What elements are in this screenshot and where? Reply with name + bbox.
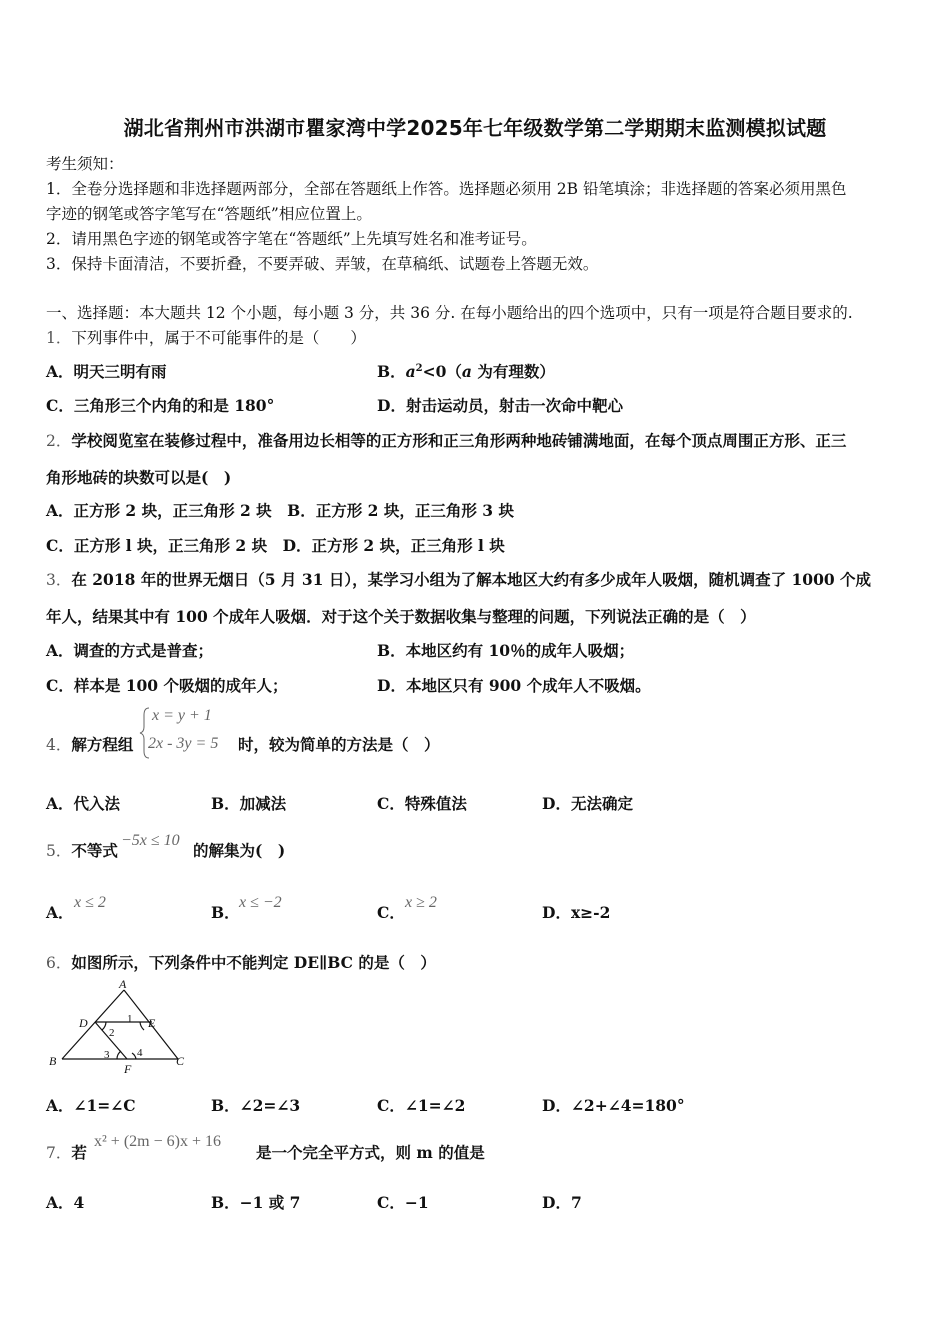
q5-option-d: D．x≥-2 (542, 903, 611, 922)
q4-option-c: C．特殊值法 (377, 794, 467, 813)
notice-item-1-line-2: 字迹的钢笔或答字笔写在“答题纸”相应位置上。 (46, 205, 372, 223)
angle-2-arc (102, 1022, 106, 1030)
q3-option-b: B．本地区约有 10％的成年人吸烟； (377, 641, 635, 660)
q5-option-a: A． (46, 903, 74, 922)
question-4-tail: 时，较为简单的方法是（ ） (238, 735, 440, 754)
label-a: A (119, 978, 127, 991)
question-1 (46, 326, 366, 348)
q6-option-b: B．∠2=∠3 (211, 1096, 301, 1115)
q1-option-b (377, 360, 555, 382)
question-5-tail: 的解集为( ) (193, 841, 286, 860)
q2-options-cd: C．正方形 l 块，正三角形 2 块 D．正方形 2 块，正三角形 l 块 (46, 536, 505, 555)
option-text: 为有理数） (471, 362, 555, 381)
q2-options-ab: A．正方形 2 块，正三角形 2 块 B．正方形 2 块，正三角形 3 块 (46, 501, 514, 520)
question-2-line-1 (46, 429, 846, 451)
label-angle-4: 4 (137, 1047, 143, 1059)
q5-option-c: C． (377, 903, 405, 922)
q4-option-b: B．加减法 (211, 794, 287, 813)
exponent: 2 (415, 362, 423, 374)
q5-option-c-math: x ≥ 2 (405, 894, 437, 911)
question-number: 1． (46, 329, 72, 347)
q3-option-c: C．样本是 100 个吸烟的成年人； (46, 676, 288, 695)
side-ab (62, 990, 124, 1059)
question-2-line-2: 角形地砖的块数可以是( ) (46, 468, 232, 487)
label-angle-2: 2 (109, 1027, 115, 1039)
inequality: −5x ≤ 10 (121, 832, 180, 849)
label-angle-1: 1 (127, 1013, 133, 1025)
q6-option-a: A．∠1=∠C (46, 1096, 136, 1115)
question-number: 4． (46, 736, 72, 754)
angle-1-arc (140, 1022, 144, 1030)
q1-option-c: C．三角形三个内角的和是 180° (46, 396, 275, 415)
q7-option-c: C．−1 (377, 1193, 429, 1212)
label-b: B (49, 1054, 57, 1068)
angle-4-arc (132, 1053, 136, 1059)
question-number: 3． (46, 571, 72, 589)
variable-a: a (461, 362, 472, 381)
question-7-tail: 是一个完全平方式，则 m 的值是 (256, 1143, 485, 1162)
label-c: C (176, 1054, 185, 1068)
label-d: D (79, 1016, 88, 1030)
question-4 (46, 733, 133, 755)
question-6 (46, 951, 436, 973)
q1-option-d: D．射击运动员，射击一次命中靶心 (377, 396, 623, 415)
question-stem: 下列事件中，属于不可能事件的是（ ） (71, 329, 366, 347)
label-angle-3: 3 (104, 1049, 110, 1061)
question-number: 2． (46, 432, 72, 450)
notice-heading: 考生须知： (46, 155, 124, 173)
angle-3-arc (117, 1051, 121, 1059)
question-3-line-1 (46, 568, 871, 590)
question-number: 5． (46, 842, 72, 860)
question-stem: 如图所示，下列条件中不能判定 DE∥BC 的是（ ） (71, 953, 436, 972)
q7-option-b: B．−1 或 7 (211, 1193, 301, 1212)
question-stem: 学校阅览室在装修过程中，准备用边长相等的正方形和正三角形两种地砖铺满地面，在每个顶点周围正方形、正三 (71, 431, 847, 450)
q7-option-d: D．7 (542, 1193, 582, 1212)
question-5 (46, 839, 118, 861)
q5-option-a-math: x ≤ 2 (74, 894, 106, 911)
q4-option-d: D．无法确定 (542, 794, 633, 813)
label-e: E (148, 1016, 156, 1030)
question-number: 7． (46, 1144, 72, 1162)
q6-option-d: D．∠2+∠4=180° (542, 1096, 685, 1115)
q3-option-a: A．调查的方式是普查； (46, 641, 214, 660)
label-f: F (124, 1062, 132, 1076)
question-number: 6． (46, 954, 72, 972)
notice-item-1-line-1: 1．全卷分选择题和非选择题两部分，全部在答题纸上作答。选择题必须用 2B 铅笔填涂；非选择题的答案必须用黑色 (46, 180, 847, 198)
q3-option-d: D．本地区只有 900 个成年人不吸烟。 (377, 676, 651, 695)
option-label: B． (377, 362, 406, 381)
equation-2: 2x - 3y = 5 (148, 735, 219, 752)
geometry-figure (44, 978, 194, 1078)
equation-system (138, 705, 238, 761)
equation-1: x = y + 1 (152, 707, 212, 724)
notice-item-3: 3．保持卡面清洁，不要折叠，不要弄破、弄皱，在草稿纸、试题卷上答题无效。 (46, 255, 599, 273)
q7-option-a: A．4 (46, 1193, 85, 1212)
question-stem: 在 2018 年的世界无烟日（5 月 31 日），某学习小组为了解本地区大约有多少成年人吸烟，随机调查了 1000 个成 (71, 570, 872, 589)
q1-option-a: A．明天三明有雨 (46, 362, 167, 381)
q6-option-c: C．∠1=∠2 (377, 1096, 466, 1115)
question-stem: 若 (71, 1143, 87, 1162)
question-3-line-2: 年人，结果其中有 100 个成年人吸烟．对于这个关于数据收集与整理的问题，下列说法正确的是（ ） (46, 607, 756, 626)
q5-option-b: B． (211, 903, 240, 922)
option-text: <0（ (422, 362, 462, 381)
q5-option-b-math: x ≤ −2 (239, 894, 282, 911)
q4-option-a: A．代入法 (46, 794, 121, 813)
notice-item-2: 2．请用黑色字迹的钢笔或答字笔在“答题纸”上先填写姓名和准考证号。 (46, 230, 537, 248)
question-stem: 不等式 (71, 841, 118, 860)
variable-a: a (405, 362, 416, 381)
page-title: 湖北省荆州市洪湖市瞿家湾中学2025年七年级数学第二学期期末监测模拟试题 (123, 116, 827, 140)
polynomial-expression: x² + (2m − 6)x + 16 (94, 1133, 221, 1150)
question-stem: 解方程组 (71, 735, 134, 754)
section-heading: 一、选择题：本大题共 12 个小题，每小题 3 分，共 36 分. 在每小题给出的四个选项中，只有一项是符合题目要求的. (46, 304, 853, 322)
question-7 (46, 1141, 87, 1163)
